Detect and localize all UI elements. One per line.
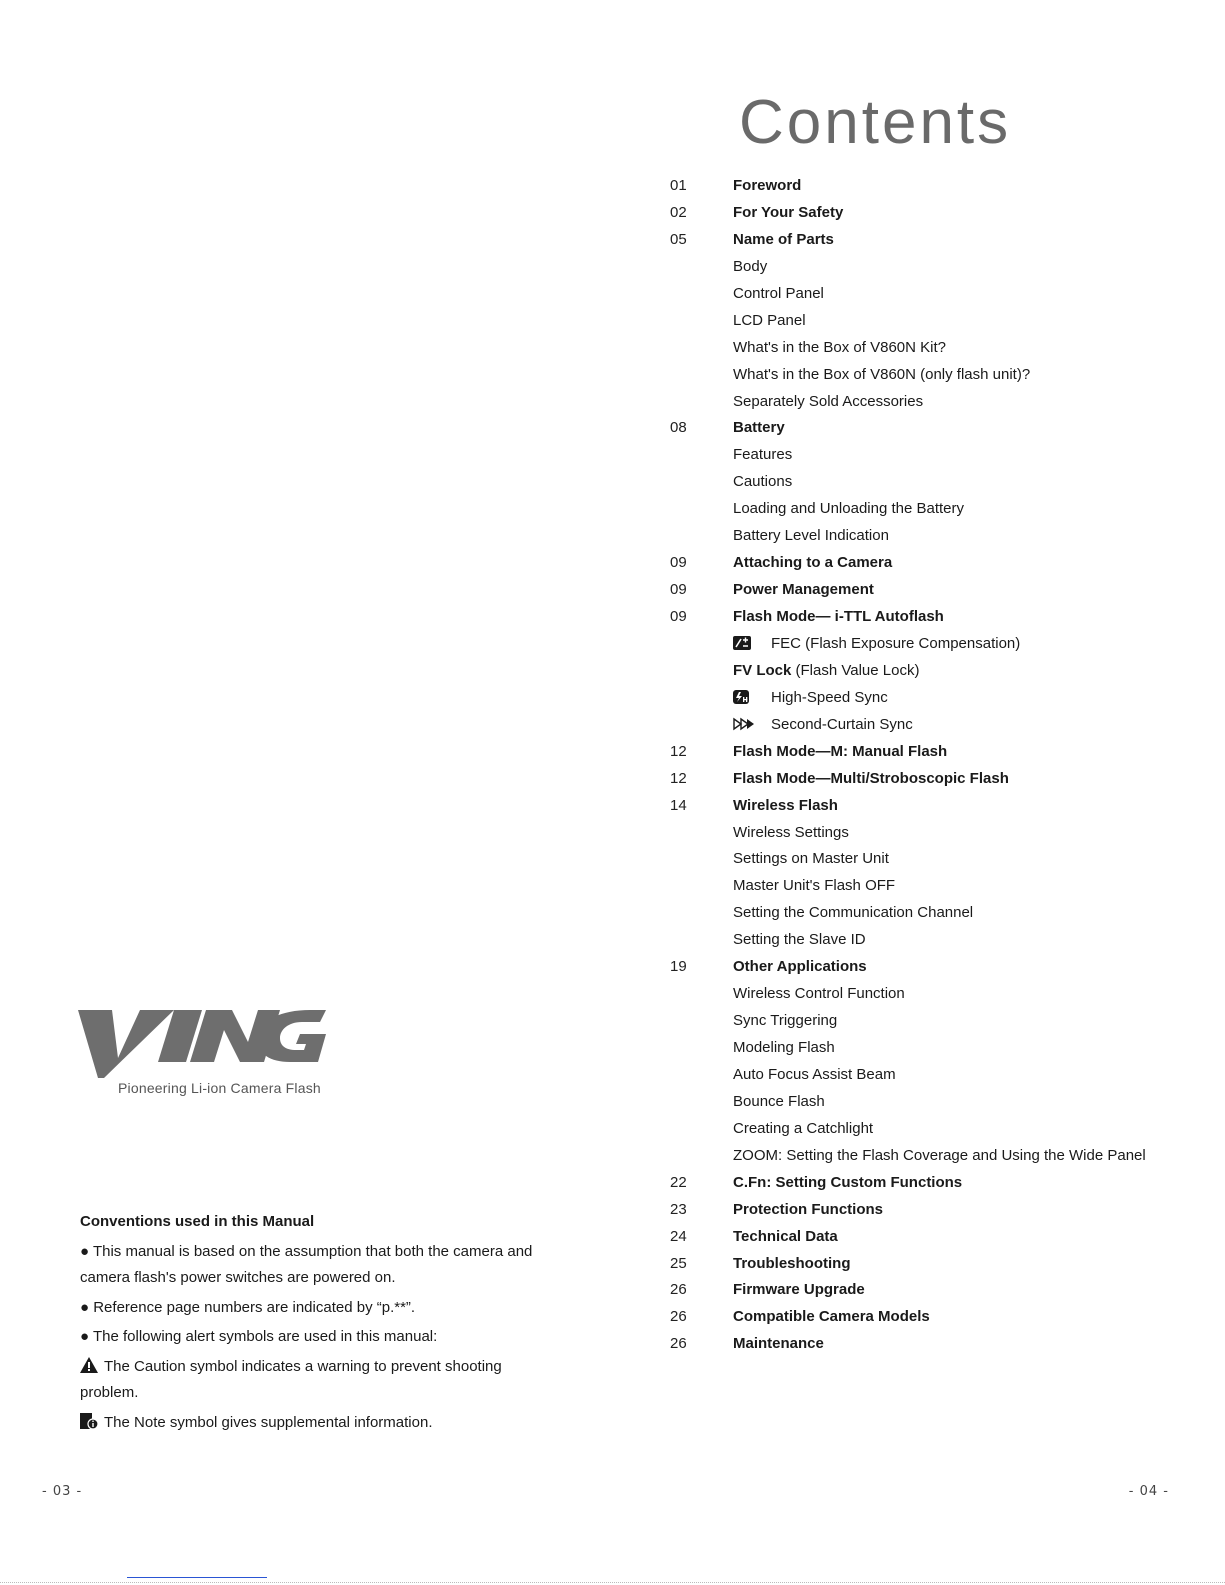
toc-entry-label bbox=[733, 281, 824, 308]
toc-entry-text: Separately Sold Accessories bbox=[733, 392, 924, 410]
toc-entry-text: Creating a Catchlight bbox=[733, 1119, 874, 1137]
toc-entry bbox=[670, 362, 1210, 389]
toc-entry-label bbox=[733, 335, 946, 362]
fec-icon bbox=[733, 633, 751, 647]
toc-entry-text: Name of Parts bbox=[733, 230, 834, 248]
toc-entry-text: Firmware Upgrade bbox=[733, 1281, 865, 1299]
toc-entry-text: FEC (Flash Exposure Compensation) bbox=[771, 634, 1021, 652]
toc-entry-text: Auto Focus Assist Beam bbox=[733, 1065, 896, 1083]
toc-entry-text: Settings on Master Unit bbox=[733, 850, 889, 868]
toc-entry-text: Bounce Flash bbox=[733, 1092, 825, 1110]
toc-entry bbox=[670, 415, 1210, 442]
toc-entry-text: Battery Level Indication bbox=[733, 527, 889, 545]
toc-entry-text: Flash Mode—Multi/Stroboscopic Flash bbox=[733, 769, 1009, 787]
toc-page-number: 09 bbox=[670, 608, 687, 625]
toc-page-number: 25 bbox=[670, 1254, 687, 1272]
toc-entry bbox=[670, 1304, 1210, 1331]
toc-entry-label bbox=[733, 900, 973, 927]
toc-entry-label bbox=[733, 631, 1020, 658]
toc-entry-label bbox=[733, 1116, 873, 1143]
toc-entry-text: Wireless Flash bbox=[733, 796, 838, 814]
toc-entry-label bbox=[733, 846, 889, 873]
contents-title: Contents bbox=[739, 88, 1012, 157]
toc-entry-label bbox=[733, 927, 866, 954]
toc-entry-label bbox=[733, 1304, 930, 1331]
toc-entry-text: What's in the Box of V860N (only flash unit)? bbox=[733, 365, 1031, 383]
toc-page-number: 08 bbox=[670, 419, 687, 437]
conventions-item: ● Reference page numbers are indicated by “p.**”. bbox=[80, 1298, 416, 1316]
toc-entry-label bbox=[733, 1224, 838, 1251]
toc-entry bbox=[670, 442, 1210, 469]
toc-entry-text: Features bbox=[733, 446, 793, 464]
toc-entry bbox=[670, 523, 1210, 550]
toc-entry bbox=[670, 1170, 1210, 1197]
toc-entry bbox=[670, 631, 1210, 658]
toc-entry-label bbox=[733, 981, 905, 1008]
toc-entry-label bbox=[733, 308, 806, 335]
toc-entry-label bbox=[733, 496, 964, 523]
toc-entry bbox=[670, 308, 1210, 335]
second-curtain-sync-icon bbox=[733, 714, 751, 728]
toc-entry-label bbox=[733, 739, 947, 766]
toc-entry bbox=[670, 766, 1210, 793]
ving-logo-graphic bbox=[78, 1008, 338, 1088]
caution-note bbox=[80, 1354, 550, 1407]
toc-entry-text: Body bbox=[733, 257, 768, 275]
toc-entry bbox=[670, 658, 1210, 685]
toc-entry-label bbox=[733, 1331, 824, 1358]
toc-page-number: 19 bbox=[670, 958, 687, 976]
toc-entry bbox=[670, 1251, 1210, 1278]
toc-entry-text: Sync Triggering bbox=[733, 1012, 838, 1030]
toc-entry-text: Control Panel bbox=[733, 284, 824, 302]
toc-entry-label bbox=[733, 766, 1009, 793]
toc-entry-text: Modeling Flash bbox=[733, 1039, 835, 1056]
toc-entry bbox=[670, 173, 1210, 200]
toc-page-number: 26 bbox=[670, 1281, 687, 1299]
note-text: The Note symbol gives supplemental information. bbox=[104, 1413, 433, 1431]
toc-entry-label bbox=[733, 685, 888, 712]
toc-entry-label bbox=[733, 954, 867, 981]
toc-entry-text: For Your Safety bbox=[733, 203, 844, 221]
toc-entry-text: Flash Mode— i-TTL Autoflash bbox=[733, 608, 944, 625]
toc-entry-label bbox=[733, 577, 874, 604]
toc-page-number: 22 bbox=[670, 1173, 687, 1191]
toc-page-number: 23 bbox=[670, 1200, 687, 1218]
toc-entry-label bbox=[733, 1143, 1146, 1170]
toc-entry-suffix: (Flash Value Lock) bbox=[791, 661, 920, 679]
toc-entry bbox=[670, 1116, 1210, 1143]
toc-entry-text: FV Lock bbox=[733, 661, 792, 679]
toc-entry bbox=[670, 389, 1210, 416]
toc-entry-label bbox=[733, 1170, 962, 1197]
toc-entry bbox=[670, 712, 1210, 739]
toc-entry bbox=[670, 281, 1210, 308]
toc-entry bbox=[670, 1035, 1210, 1062]
toc-page-number: 26 bbox=[670, 1308, 687, 1326]
toc-entry-text: Maintenance bbox=[733, 1335, 824, 1353]
toc-entry-text: Power Management bbox=[733, 581, 874, 599]
toc-page-number: 02 bbox=[670, 203, 687, 221]
toc-entry-label bbox=[733, 173, 801, 200]
toc-entry bbox=[670, 254, 1210, 281]
toc-entry-text: Attaching to a Camera bbox=[733, 554, 893, 572]
toc-entry-label bbox=[733, 604, 944, 631]
toc-entry-label bbox=[733, 1008, 837, 1035]
toc-entry-label bbox=[733, 873, 895, 900]
conventions-item: ● The following alert symbols are used in this manual: bbox=[80, 1328, 438, 1345]
toc-entry-text: Cautions bbox=[733, 473, 793, 491]
toc-entry bbox=[670, 739, 1210, 766]
toc-page-number: 09 bbox=[670, 581, 687, 599]
toc-entry bbox=[670, 335, 1210, 362]
toc-entry-label bbox=[733, 1035, 835, 1062]
toc-entry-text: Loading and Unloading the Battery bbox=[733, 500, 965, 518]
toc-entry bbox=[670, 927, 1210, 954]
toc-page-number: 01 bbox=[670, 177, 687, 194]
note-note bbox=[80, 1410, 550, 1437]
conventions-heading: Conventions used in this Manual bbox=[80, 1213, 315, 1230]
toc-entry-label bbox=[733, 1062, 896, 1089]
high-speed-sync-icon bbox=[733, 687, 751, 701]
toc-page-number: 12 bbox=[670, 742, 687, 760]
toc-entry-label bbox=[733, 550, 892, 577]
toc-entry-label bbox=[733, 658, 919, 685]
toc-entry bbox=[670, 793, 1210, 820]
table-of-contents bbox=[670, 173, 1210, 1358]
toc-entry-text: Wireless Control Function bbox=[733, 985, 905, 1003]
toc-entry-label bbox=[733, 820, 849, 847]
toc-entry-label bbox=[733, 1197, 883, 1224]
toc-entry bbox=[670, 1089, 1210, 1116]
toc-entry-label bbox=[733, 793, 838, 820]
toc-entry-label bbox=[733, 1089, 825, 1116]
bottom-link-underline bbox=[127, 1577, 267, 1578]
toc-entry-text: Compatible Camera Models bbox=[733, 1308, 930, 1326]
toc-page-number: 26 bbox=[670, 1335, 687, 1353]
toc-entry-label bbox=[733, 415, 785, 442]
toc-entry bbox=[670, 604, 1210, 631]
toc-page-number: 12 bbox=[670, 769, 687, 787]
toc-entry-label bbox=[733, 1251, 851, 1278]
toc-entry bbox=[670, 1143, 1210, 1170]
toc-entry bbox=[670, 227, 1210, 254]
toc-entry bbox=[670, 954, 1210, 981]
conventions-item: ● This manual is based on the assumption that both the camera and camera flash's power switches are powered on. bbox=[80, 1242, 533, 1286]
page-number-right: - 04 - bbox=[1128, 1484, 1169, 1499]
toc-entry-text: Foreword bbox=[733, 177, 802, 194]
toc-entry-text: Second-Curtain Sync bbox=[771, 715, 913, 733]
toc-entry bbox=[670, 1062, 1210, 1089]
toc-entry-label bbox=[733, 712, 913, 739]
toc-entry-label bbox=[733, 254, 767, 281]
toc-entry-label bbox=[733, 442, 792, 469]
toc-entry bbox=[670, 1197, 1210, 1224]
toc-entry-text: Master Unit's Flash OFF bbox=[733, 877, 896, 895]
toc-entry-text: High-Speed Sync bbox=[771, 688, 888, 706]
toc-page-number: 09 bbox=[670, 554, 687, 572]
toc-entry-text: Flash Mode—M: Manual Flash bbox=[733, 742, 948, 760]
toc-page-number: 14 bbox=[670, 796, 687, 814]
toc-entry-text: ZOOM: Setting the Flash Coverage and Using the Wide Panel bbox=[733, 1146, 1146, 1164]
toc-page-number: 05 bbox=[670, 230, 687, 248]
toc-entry-text: Wireless Settings bbox=[733, 823, 849, 841]
toc-entry bbox=[670, 577, 1210, 604]
caution-icon bbox=[80, 1356, 98, 1372]
toc-entry bbox=[670, 685, 1210, 712]
toc-entry bbox=[670, 846, 1210, 873]
toc-entry bbox=[670, 1331, 1210, 1358]
toc-entry-text: What's in the Box of V860N Kit? bbox=[733, 338, 946, 356]
toc-entry-text: Troubleshooting bbox=[733, 1254, 851, 1272]
toc-entry-text: Battery bbox=[733, 419, 785, 437]
toc-entry bbox=[670, 1008, 1210, 1035]
toc-entry bbox=[670, 200, 1210, 227]
toc-entry-label bbox=[733, 389, 923, 416]
toc-entry-text: Protection Functions bbox=[733, 1200, 883, 1218]
toc-entry bbox=[670, 900, 1210, 927]
toc-entry bbox=[670, 1277, 1210, 1304]
toc-entry-text: C.Fn: Setting Custom Functions bbox=[733, 1173, 963, 1191]
page-edge-divider bbox=[0, 1582, 1225, 1583]
toc-entry bbox=[670, 820, 1210, 847]
toc-entry bbox=[670, 550, 1210, 577]
toc-entry-text: Setting the Communication Channel bbox=[733, 904, 974, 922]
toc-entry-label bbox=[733, 1277, 865, 1304]
toc-page-number: 24 bbox=[670, 1227, 687, 1245]
toc-entry-label bbox=[733, 469, 792, 496]
toc-entry-label bbox=[733, 362, 1030, 389]
note-icon bbox=[80, 1412, 98, 1428]
toc-entry bbox=[670, 496, 1210, 523]
toc-entry-label bbox=[733, 523, 889, 550]
conventions-section bbox=[80, 1209, 550, 1439]
page-number-left: - 03 - bbox=[42, 1484, 83, 1499]
toc-entry-label bbox=[733, 200, 843, 227]
toc-entry bbox=[670, 873, 1210, 900]
toc-entry-text: Setting the Slave ID bbox=[733, 931, 866, 949]
toc-entry-text: Other Applications bbox=[733, 958, 867, 976]
toc-entry bbox=[670, 981, 1210, 1008]
toc-entry-label bbox=[733, 227, 834, 254]
toc-entry-text: LCD Panel bbox=[733, 311, 806, 329]
toc-entry-text: Technical Data bbox=[733, 1227, 838, 1245]
logo-tagline: Pioneering Li-ion Camera Flash bbox=[118, 1080, 321, 1096]
toc-entry bbox=[670, 1224, 1210, 1251]
toc-entry bbox=[670, 469, 1210, 496]
caution-text: The Caution symbol indicates a warning to prevent shooting problem. bbox=[80, 1357, 502, 1401]
